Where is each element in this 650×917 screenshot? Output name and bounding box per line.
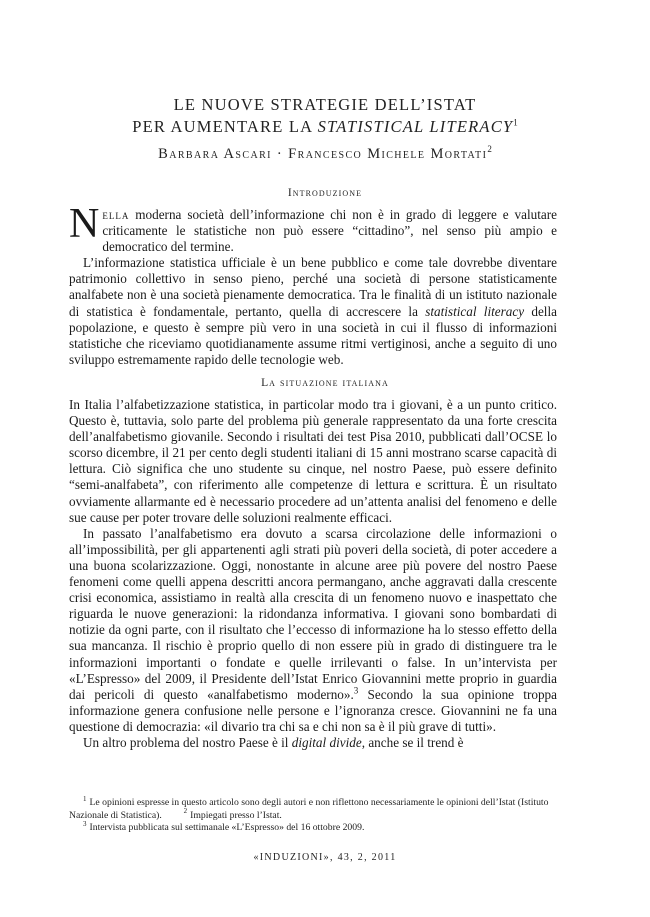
footnote-3 xyxy=(69,819,557,835)
intro-p2-italic: statistical literacy xyxy=(425,303,525,319)
section-heading-situazione: La situazione italiana xyxy=(261,377,389,389)
intro-p2-text-a: L’informazione statistica ufficiale è un bene pubblico e come tale dovrebbe diventare patrimonio collettivo in senso pieno, perché una società di persone statisticamente analfabete non è una società pienamente democratica. Tra le finalità di un istituto nazionale di statistica è fondamentale, pertanto, quella di accrescere la xyxy=(69,255,557,319)
authors-line xyxy=(0,146,650,163)
section2-p3-text-b: , anche se il trend è xyxy=(361,734,464,750)
section2-p3-italic: digital divide xyxy=(291,734,362,750)
footnote-1-text: Le opinioni espresse in questo articolo sono degli autori e non riflettono necessariamente le opinioni dell’Istat (Istituto Nazionale di Statistica). xyxy=(69,797,549,821)
article-title xyxy=(0,94,650,138)
section2-p2-text-a: In passato l’analfabetismo era dovuto a scarsa circolazione delle informazioni o all’impossibilità, per gli appartenenti agli strati più poveri della società, di poter accedere a una buona scolarizzazione. Oggi, nonostante in alcune aree più povere del nostro Paese fenomeni come quelli appena descritti ancora permangano, anche aggravati dalla crescente crisi economica, assistiamo in realtà alla crescita di un fenomeno nuovo e inaspettato che riguarda le nuove generazioni: la ridondanza informativa. I giovani sono bombardati di notizie da ogni parte, con il risultato che l’eccesso di informazione ha lo stesso effetto della sua mancanza. Il rischio è proprio quello di non essere più in grado di distinguere tra le informazioni importanti o fondate e quelle irrilevanti o false. In un’intervista per «L’Espresso» del 2009, il Presidente dell’Istat Enrico Giovannini mette proprio in guardia dai pericoli di questo «analfabetismo moderno». xyxy=(69,525,557,702)
title-line-2-italic: STATISTICAL LITERACY xyxy=(317,117,514,136)
section2-paragraph-2 xyxy=(69,526,557,735)
section-heading-introduzione: Introduzione xyxy=(287,187,363,199)
author-1: Barbara Ascari xyxy=(158,146,272,162)
footnote-2-text: Impiegati presso l’Istat. xyxy=(190,809,282,821)
section2-paragraph-1: In Italia l’alfabetizzazione statistica, in particolar modo tra i giovani, è a un punto critico. Questo è, tuttavia, solo parte del problema più generale rappresentato da una forte crescita dell’analfabetismo giovanile. Secondo i risultati dei test Pisa 2010, pubblicati dall’OCSE lo scorso dicembre, il 21 per cento degli studenti italiani di 15 anni mostrano scarse capacità di lettura. Ciò significa che uno studente su cinque, nel nostro Paese, può essere definito “semi-analfabeta”, con riferimento alle competenze di lettura e scrittura. È un risultato ovviamente allarmante ed è necessario procedere ad un’attenta analisi del fenomeno e delle sue cause per poter trovare delle soluzioni realmente efficaci. xyxy=(69,397,557,525)
intro-smallcaps: ella xyxy=(102,207,130,222)
author-2: Francesco Michele Mortati xyxy=(288,146,488,162)
footnotes xyxy=(69,794,557,835)
authors-footnote-ref: 2 xyxy=(487,144,492,155)
footnote-2-number: 2 xyxy=(183,807,188,816)
drop-cap: N xyxy=(69,201,100,247)
section2-p2-text-b: Secondo la sua opinione troppa informazione genera confusione nelle persone e l’ignoranza cresce. Giovannini ne fa una questione di democrazia: «il divario tra chi sa e chi non sa è il più grave di tutti». xyxy=(69,686,558,734)
intro-p1-text: moderna società dell’informazione chi non è in grado di leggere e valutare criticamente le statistiche non può essere “cittadino”, nel senso più ampio e democratico del termine. xyxy=(102,207,557,255)
intro-body xyxy=(69,201,557,368)
footnote-3-text: Intervista pubblicata sul settimanale «L’Espresso» del 16 ottobre 2009. xyxy=(89,822,365,833)
author-separator: · xyxy=(271,146,289,162)
title-line-1: LE NUOVE STRATEGIE DELL’ISTAT xyxy=(173,95,477,114)
intro-paragraph-2 xyxy=(69,255,557,368)
title-footnote-ref: 1 xyxy=(513,117,518,128)
title-line-2-prefix: PER AUMENTARE LA xyxy=(132,117,318,136)
footnote-ref-3: 3 xyxy=(353,685,359,696)
intro-p2-text-b: della popolazione, e questo è sempre più vero in una società in cui il flusso di informazioni statistiche che riceviamo quotidianamente assume ritmi vertiginosi, anche a seguito di uno sviluppo estremamente rapido delle tecnologie web. xyxy=(69,303,557,367)
section2-paragraph-3 xyxy=(69,735,557,751)
footnote-3-number: 3 xyxy=(83,819,87,828)
title-line-2 xyxy=(0,116,650,138)
section2-p3-text-a: Un altro problema del nostro Paese è il xyxy=(83,734,292,750)
footnote-1-number: 1 xyxy=(83,794,87,803)
footnote-1-2 xyxy=(69,794,557,822)
journal-footer: «INDUZIONI», 43, 2, 2011 xyxy=(253,852,397,863)
section2-body xyxy=(69,397,557,751)
intro-paragraph-1 xyxy=(69,201,557,255)
